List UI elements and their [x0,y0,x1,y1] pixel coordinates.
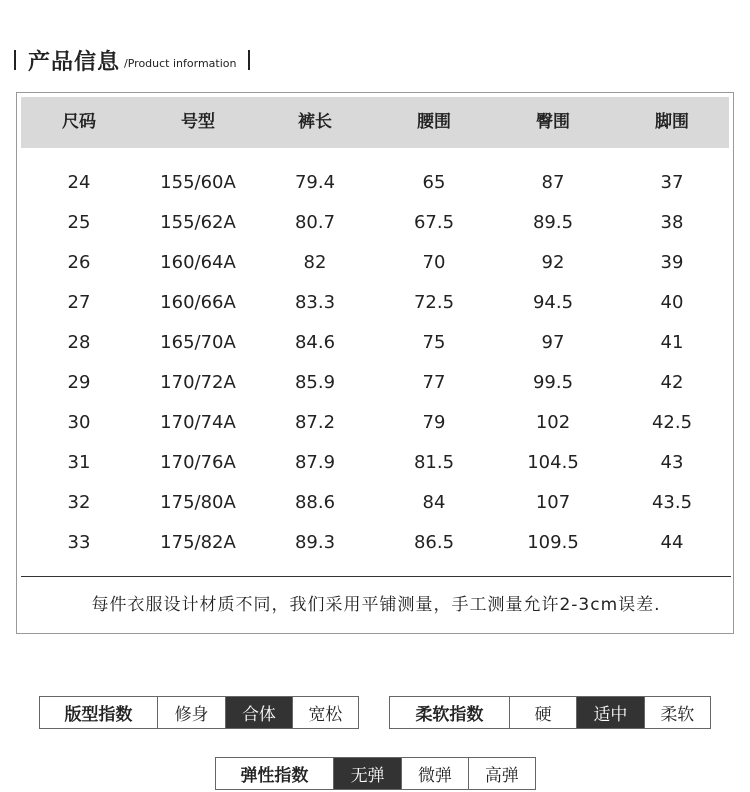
title-right-bar [248,50,250,70]
cell-model: 170/72A [160,372,236,393]
softness-index-scale [389,696,711,729]
header-length: 裤长 [298,112,332,132]
section-title: 产品信息 [28,49,121,75]
table-row [21,443,729,483]
cell-model: 170/76A [160,452,236,473]
cell-hip: 102 [535,412,571,433]
cell-waist: 67.5 [413,212,455,233]
cell-length: 83.3 [294,292,336,313]
header-leg-opening: 脚围 [655,112,689,132]
cell-waist: 75 [422,332,446,353]
cell-hip: 87 [541,172,565,193]
header-hip: 臀围 [536,112,570,132]
cell-leg-opening: 39 [660,252,684,273]
fit-option-regular: 合体 [226,697,292,728]
cell-size: 24 [67,172,91,193]
softness-option-medium: 适中 [577,697,644,728]
cell-leg-opening: 43.5 [651,492,693,513]
elasticity-index-label: 弹性指数 [216,758,334,789]
cell-length: 84.6 [294,332,336,353]
cell-length: 87.2 [294,412,336,433]
cell-length: 87.9 [294,452,336,473]
table-row [21,523,729,563]
table-row [21,363,729,403]
softness-index-label: 柔软指数 [390,697,510,728]
cell-length: 82 [303,252,327,273]
cell-size: 26 [67,252,91,273]
cell-leg-opening: 38 [660,212,684,233]
table-row [21,283,729,323]
cell-size: 29 [67,372,91,393]
fit-option-loose: 宽松 [308,705,343,725]
title-left-bar [14,50,16,70]
cell-hip: 109.5 [527,532,579,553]
size-table [16,92,734,634]
cell-model: 170/74A [160,412,236,433]
elasticity-option-none: 无弹 [334,758,402,789]
cell-leg-opening: 43 [660,452,684,473]
softness-option-soft: 柔软 [660,705,695,725]
cell-waist: 79 [422,412,446,433]
cell-hip: 97 [541,332,565,353]
header-model: 号型 [181,112,215,132]
cell-leg-opening: 44 [660,532,684,553]
cell-waist: 70 [422,252,446,273]
cell-length: 89.3 [294,532,336,553]
cell-model: 155/60A [160,172,236,193]
table-row [21,163,729,203]
cell-leg-opening: 40 [660,292,684,313]
table-header-row [21,97,729,148]
cell-size: 30 [67,412,91,433]
cell-leg-opening: 41 [660,332,684,353]
cell-length: 88.6 [294,492,336,513]
fit-index-label: 版型指数 [40,697,158,728]
cell-model: 160/66A [160,292,236,313]
table-row [21,243,729,283]
cell-hip: 89.5 [532,212,574,233]
elasticity-option-slight: 微弹 [402,758,468,789]
table-row [21,403,729,443]
header-size: 尺码 [62,112,96,132]
cell-model: 165/70A [160,332,236,353]
cell-size: 33 [67,532,91,553]
cell-leg-opening: 37 [660,172,684,193]
table-divider [21,576,731,577]
cell-leg-opening: 42.5 [651,412,693,433]
cell-hip: 99.5 [532,372,574,393]
cell-size: 25 [67,212,91,233]
cell-leg-opening: 42 [660,372,684,393]
cell-waist: 81.5 [413,452,455,473]
header-waist: 腰围 [417,112,451,132]
cell-hip: 94.5 [532,292,574,313]
cell-model: 175/82A [160,532,236,553]
section-header [14,46,250,74]
cell-waist: 65 [422,172,446,193]
cell-waist: 77 [422,372,446,393]
fit-option-slim: 修身 [158,697,226,728]
cell-length: 79.4 [294,172,336,193]
cell-hip: 92 [541,252,565,273]
measurement-note: 每件衣服设计材质不同，我们采用平铺测量，手工测量允许2-3cm误差. [91,595,661,615]
elasticity-option-high: 高弹 [484,766,519,786]
cell-model: 155/62A [160,212,236,233]
table-row [21,483,729,523]
cell-size: 32 [67,492,91,513]
cell-waist: 86.5 [413,532,455,553]
elasticity-index-scale [215,757,536,790]
fit-index-scale [39,696,359,729]
cell-hip: 104.5 [527,452,579,473]
cell-waist: 84 [422,492,446,513]
section-subtitle: /Product information [124,56,237,70]
cell-model: 160/64A [160,252,236,273]
cell-size: 31 [67,452,91,473]
cell-model: 175/80A [160,492,236,513]
cell-length: 85.9 [294,372,336,393]
cell-waist: 72.5 [413,292,455,313]
softness-option-hard: 硬 [510,697,577,728]
cell-length: 80.7 [294,212,336,233]
cell-size: 27 [67,292,91,313]
table-row [21,323,729,363]
cell-size: 28 [67,332,91,353]
cell-hip: 107 [535,492,571,513]
table-row [21,203,729,243]
